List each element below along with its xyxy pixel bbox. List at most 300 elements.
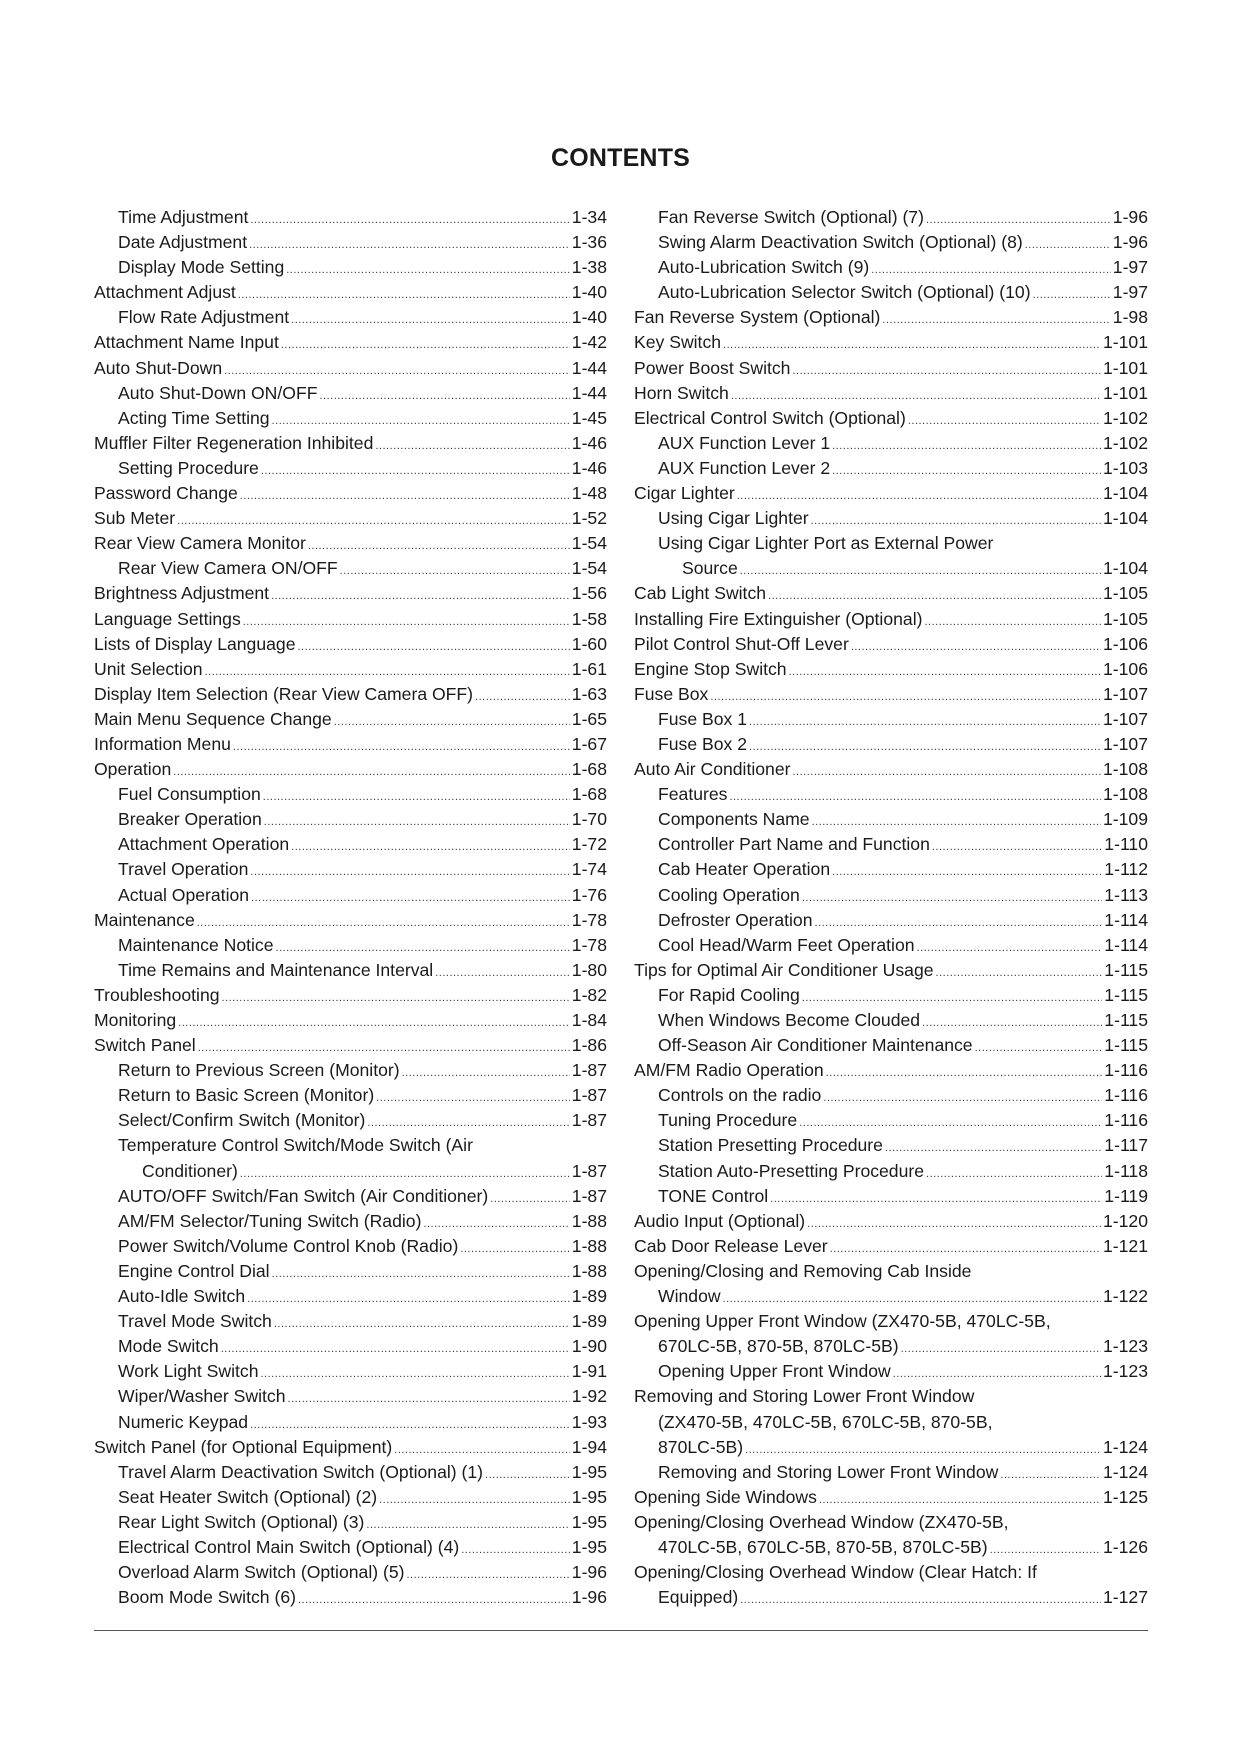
toc-entry[interactable] [94,1008,607,1033]
toc-entry-title: Power Boost Switch [634,357,791,378]
toc-entry[interactable] [634,1083,1148,1108]
toc-entry[interactable] [94,757,607,782]
toc-leader-dots [932,832,1102,857]
toc-entry-page: 1-76 [571,884,607,905]
toc-leader-dots [917,933,1103,958]
toc-entry-title: Opening Side Windows [634,1486,817,1507]
toc-leader-dots [830,1234,1101,1259]
toc-entry-page: 1-101 [1103,382,1148,403]
toc-entry[interactable] [94,908,607,933]
toc-leader-dots [224,356,570,381]
toc-entry-page: 1-103 [1103,457,1148,478]
toc-entry[interactable] [634,782,1148,807]
toc-entry-title: Rear View Camera ON/OFF [118,558,338,579]
toc-leader-dots [250,1410,570,1435]
toc-entry[interactable] [634,381,1148,406]
toc-entry[interactable] [634,883,1148,908]
toc-leader-dots [789,657,1101,682]
toc-entry-title: Boom Mode Switch (6) [118,1587,296,1608]
toc-entry[interactable] [634,1359,1148,1384]
toc-entry-title: Work Light Switch [118,1361,259,1382]
toc-entry-title: Fuel Consumption [118,784,261,805]
toc-leader-dots [723,1284,1101,1309]
toc-entry[interactable] [634,1585,1148,1610]
toc-entry[interactable] [94,230,607,255]
toc-entry-title: Conditioner) [142,1160,238,1181]
toc-entry-title: Overload Alarm Switch (Optional) (5) [118,1562,405,1583]
toc-leader-dots [832,456,1101,481]
toc-entry-title: Time Adjustment [118,207,249,227]
toc-entry[interactable] [634,1435,1148,1460]
toc-entry-title: Using Cigar Lighter Port as External Power [658,533,994,554]
toc-entry[interactable] [634,1008,1148,1033]
toc-entry-page: 1-102 [1103,432,1148,453]
toc-entry-page: 1-92 [571,1386,607,1407]
toc-entry-page: 1-87 [571,1085,607,1106]
toc-leader-dots [272,406,570,431]
toc-leader-dots [802,983,1102,1008]
toc-entry-page: 1-104 [1103,558,1148,579]
toc-entry[interactable] [634,1384,1148,1409]
toc-entry[interactable] [634,431,1148,456]
toc-leader-dots [975,1033,1103,1058]
toc-entry[interactable] [94,1334,607,1359]
toc-entry[interactable] [634,1510,1148,1535]
toc-entry-page: 1-116 [1104,1110,1148,1131]
toc-entry[interactable] [634,280,1148,305]
toc-leader-dots [815,908,1103,933]
toc-leader-dots [366,1510,569,1535]
toc-entry-title: Flow Rate Adjustment [118,307,290,328]
toc-entry-title: Source [682,558,738,579]
toc-leader-dots [871,255,1111,280]
toc-leader-dots [264,807,570,832]
toc-leader-dots [792,757,1101,782]
toc-leader-dots [233,732,570,757]
toc-entry-page: 1-115 [1104,1035,1148,1056]
toc-entry[interactable] [94,607,607,632]
toc-entry[interactable] [634,1058,1148,1083]
toc-entry-page: 1-45 [571,407,607,428]
toc-entry[interactable] [94,1058,607,1083]
toc-entry[interactable] [94,1033,607,1058]
toc-entry-page: 1-40 [571,282,607,303]
toc-entry-page: 1-68 [571,759,607,780]
toc-entry[interactable] [94,205,607,230]
toc-entry-page: 1-38 [571,257,607,278]
toc-entry[interactable] [94,1510,607,1535]
footer-rule [94,1630,1148,1631]
toc-entry-title: Sub Meter [94,508,176,529]
toc-entry-page: 1-114 [1104,934,1148,955]
toc-leader-dots [826,1058,1103,1083]
toc-entry[interactable] [634,1133,1148,1158]
toc-entry-title: Electrical Control Switch (Optional) [634,407,906,428]
toc-leader-dots [832,431,1101,456]
toc-entry-page: 1-124 [1103,1461,1148,1482]
toc-leader-dots [768,581,1101,606]
toc-entry-page: 1-44 [571,357,607,378]
toc-entry[interactable] [94,632,607,657]
toc-entry-page: 1-87 [571,1060,607,1081]
toc-leader-dots [490,1184,570,1209]
toc-entry-title: Maintenance [94,909,195,930]
toc-entry[interactable] [634,983,1148,1008]
toc-leader-dots [802,883,1102,908]
toc-leader-dots [936,958,1103,983]
toc-entry-page: 1-95 [571,1486,607,1507]
toc-entry[interactable] [634,832,1148,857]
toc-leader-dots [740,556,1101,581]
toc-entry-title: Wiper/Washer Switch [118,1386,286,1407]
toc-entry[interactable] [94,1108,607,1133]
toc-entry-page: 1-91 [571,1361,607,1382]
toc-entry-title: Components Name [658,809,810,830]
toc-entry[interactable] [634,406,1148,431]
toc-entry[interactable] [94,481,607,506]
toc-leader-dots [745,1435,1101,1460]
toc-entry-page: 1-89 [571,1311,607,1332]
toc-entry[interactable] [634,1460,1148,1485]
toc-entry[interactable] [94,431,607,456]
toc-entry-title: Fuse Box [634,683,709,704]
toc-leader-dots [924,607,1101,632]
toc-entry[interactable] [634,958,1148,983]
toc-entry[interactable] [94,456,607,481]
toc-entry[interactable] [634,1234,1148,1259]
toc-entry[interactable] [94,1585,607,1610]
toc-right-column [634,205,1148,1610]
toc-leader-dots [240,1159,570,1184]
toc-entry[interactable] [94,255,607,280]
toc-entry-page: 1-107 [1103,683,1148,704]
toc-entry-page: 1-112 [1104,859,1148,880]
toc-leader-dots [376,1083,570,1108]
toc-leader-dots [922,1008,1102,1033]
toc-entry-title: When Windows Become Clouded [658,1010,921,1030]
toc-leader-dots [485,1460,570,1485]
toc-leader-dots [205,657,570,682]
toc-entry-title: Language Settings [94,608,241,629]
toc-entry[interactable] [94,1485,607,1510]
toc-entry[interactable] [94,1259,607,1284]
toc-entry-title: Maintenance Notice [118,934,274,955]
toc-entry-title: Controller Part Name and Function [658,834,930,855]
toc-entry-title: Travel Alarm Deactivation Switch (Optional) (1) [118,1461,484,1482]
toc-entry-title: Display Mode Setting [118,257,285,278]
toc-entry-title: Cigar Lighter [634,483,735,504]
toc-leader-dots [832,857,1102,882]
toc-entry[interactable] [634,682,1148,707]
toc-entry-title: AUX Function Lever 1 [658,432,831,453]
toc-entry-page: 1-106 [1103,658,1148,679]
toc-leader-dots [272,1259,570,1284]
toc-entry[interactable] [634,757,1148,782]
toc-entry-title: Seat Heater Switch (Optional) (2) [118,1486,378,1507]
toc-entry-title: Cab Light Switch [634,583,767,604]
toc-leader-dots [291,305,570,330]
toc-entry[interactable] [94,807,607,832]
toc-entry-title: Troubleshooting [94,984,220,1005]
toc-leader-dots [198,1033,570,1058]
toc-leader-dots [274,1309,570,1334]
toc-entry[interactable] [634,481,1148,506]
toc-entry-title: Fan Reverse System (Optional) [634,307,881,328]
toc-entry-page: 1-96 [571,1562,607,1583]
toc-leader-dots [250,205,569,230]
toc-entry-page: 1-80 [571,959,607,980]
toc-entry[interactable] [94,330,607,355]
toc-entry-title: Cooling Operation [658,884,800,905]
toc-entry[interactable] [94,983,607,1008]
toc-entry[interactable] [94,682,607,707]
toc-entry[interactable] [634,807,1148,832]
toc-entry[interactable] [94,657,607,682]
toc-entry-page: 1-123 [1103,1361,1148,1382]
toc-leader-dots [731,381,1101,406]
toc-entry[interactable] [94,707,607,732]
toc-entry-page: 1-127 [1103,1587,1148,1608]
toc-entry[interactable] [634,1033,1148,1058]
toc-leader-dots [197,908,570,933]
toc-entry[interactable] [94,1209,607,1234]
toc-entry[interactable] [94,883,607,908]
toc-leader-dots [260,1359,569,1384]
toc-entry-title: Tuning Procedure [658,1110,798,1131]
toc-leader-dots [460,1234,569,1259]
toc-entry-title: Pilot Control Shut-Off Lever [634,633,849,654]
toc-entry[interactable] [94,782,607,807]
toc-entry[interactable] [634,607,1148,632]
toc-entry[interactable] [634,1485,1148,1510]
toc-entry[interactable] [634,230,1148,255]
toc-entry-title: For Rapid Cooling [658,984,800,1005]
toc-entry[interactable] [634,933,1148,958]
toc-entry-page: 1-67 [571,733,607,754]
toc-entry[interactable] [94,1083,607,1108]
toc-entry-title: Features [658,784,728,805]
toc-entry-title: 470LC-5B, 670LC-5B, 870-5B, 870LC-5B) [658,1536,988,1557]
toc-entry[interactable] [94,1159,607,1184]
toc-entry[interactable] [634,1410,1148,1435]
toc-entry[interactable] [634,356,1148,381]
toc-entry-title: Swing Alarm Deactivation Switch (Optional) (8) [658,232,1023,253]
toc-entry[interactable] [94,280,607,305]
toc-entry[interactable] [94,506,607,531]
toc-entry[interactable] [634,1284,1148,1309]
toc-entry-title: AUTO/OFF Switch/Fan Switch (Air Conditioner) [118,1185,489,1206]
toc-entry[interactable] [94,1359,607,1384]
toc-entry[interactable] [94,1460,607,1485]
toc-entry-page: 1-119 [1104,1185,1148,1206]
toc-entry-title: Horn Switch [634,382,729,403]
toc-entry[interactable] [94,305,607,330]
toc-entry[interactable] [634,581,1148,606]
toc-entry[interactable] [94,556,607,581]
toc-leader-dots [375,431,569,456]
toc-entry[interactable] [94,732,607,757]
toc-entry-page: 1-54 [571,533,607,554]
toc-entry-page: 1-88 [571,1260,607,1281]
toc-entry-page: 1-65 [571,708,607,729]
toc-leader-dots [1000,1460,1101,1485]
toc-entry-title: Auto-Lubrication Selector Switch (Optional) (10) [658,282,1031,303]
toc-entry-page: 1-96 [571,1587,607,1608]
toc-leader-dots [729,782,1101,807]
toc-entry[interactable] [94,356,607,381]
toc-entry[interactable] [94,1410,607,1435]
toc-entry-page: 1-58 [571,608,607,629]
toc-entry[interactable] [634,506,1148,531]
toc-entry[interactable] [634,1259,1148,1284]
toc-entry[interactable] [634,1209,1148,1234]
toc-leader-dots [250,857,569,882]
toc-entry[interactable] [94,406,607,431]
toc-entry[interactable] [94,933,607,958]
toc-entry-page: 1-87 [571,1110,607,1131]
toc-leader-dots [276,933,570,958]
toc-leader-dots [812,807,1101,832]
toc-entry[interactable] [94,958,607,983]
toc-entry[interactable] [634,1108,1148,1133]
toc-entry[interactable] [94,1133,607,1158]
toc-entry-title: AUX Function Lever 2 [658,457,831,478]
toc-entry-title: Display Item Selection (Rear View Camera OFF) [94,683,474,704]
toc-entry[interactable] [94,1535,607,1560]
toc-entry-page: 1-123 [1103,1336,1148,1357]
toc-entry[interactable] [634,255,1148,280]
toc-entry-title: Removing and Storing Lower Front Window [634,1386,975,1407]
toc-leader-dots [749,732,1101,757]
toc-entry-page: 1-114 [1104,909,1148,930]
toc-leader-dots [222,983,570,1008]
toc-leader-dots [901,1334,1101,1359]
toc-entry[interactable] [634,456,1148,481]
toc-entry-title: Installing Fire Extinguisher (Optional) [634,608,923,629]
toc-leader-dots [406,1560,569,1585]
toc-entry-title: Muffler Filter Regeneration Inhibited [94,432,374,453]
toc-entry[interactable] [634,857,1148,882]
toc-entry-page: 1-125 [1103,1486,1148,1507]
toc-entry-title: Station Auto-Presetting Procedure [658,1160,925,1181]
toc-entry-title: Fuse Box 1 [658,708,747,729]
toc-entry[interactable] [634,632,1148,657]
toc-entry[interactable] [94,1309,607,1334]
toc-entry-title: Electrical Control Main Switch (Optional) (4) [118,1536,460,1557]
toc-leader-dots [1033,280,1111,305]
toc-entry-page: 1-104 [1103,483,1148,504]
toc-leader-dots [799,1108,1102,1133]
page-title: CONTENTS [550,144,691,172]
toc-entry[interactable] [94,1284,607,1309]
toc-leader-dots [221,1334,570,1359]
toc-entry-title: Lists of Display Language [94,633,296,654]
toc-entry-title: Fuse Box 2 [658,733,747,754]
toc-entry-page: 1-68 [571,784,607,805]
toc-entry[interactable] [94,1384,607,1409]
toc-entry-page: 1-34 [571,207,607,227]
toc-entry-title: TONE Control [658,1185,769,1206]
toc-entry-page: 1-78 [571,934,607,955]
toc-entry[interactable] [94,1234,607,1259]
toc-entry-page: 1-122 [1103,1286,1148,1307]
toc-entry-page: 1-96 [1112,207,1148,227]
toc-entry[interactable] [94,381,607,406]
toc-leader-dots [435,958,570,983]
toc-entry[interactable] [634,657,1148,682]
toc-entry[interactable] [634,732,1148,757]
toc-entry-title: Attachment Name Input [94,332,279,353]
toc-leader-dots [926,1159,1102,1184]
toc-entry[interactable] [634,908,1148,933]
toc-entry-page: 1-118 [1104,1160,1148,1181]
toc-entry-page: 1-101 [1103,332,1148,353]
toc-entry[interactable] [94,531,607,556]
toc-entry-title: Attachment Operation [118,834,290,855]
toc-leader-dots [402,1058,570,1083]
toc-entry[interactable] [634,707,1148,732]
toc-entry[interactable] [634,330,1148,355]
toc-leader-dots [882,305,1110,330]
toc-entry[interactable] [94,857,607,882]
toc-leader-dots [243,607,570,632]
toc-entry-page: 1-102 [1103,407,1148,428]
toc-leader-dots [423,1209,569,1234]
toc-entry-title: Cab Heater Operation [658,859,831,880]
toc-entry-page: 1-107 [1103,708,1148,729]
toc-entry[interactable] [634,531,1148,556]
toc-entry-title: Travel Mode Switch [118,1311,272,1332]
toc-entry-page: 1-94 [571,1436,607,1457]
toc-entry[interactable] [634,1535,1148,1560]
toc-entry-page: 1-82 [571,984,607,1005]
toc-leader-dots [811,506,1101,531]
toc-entry[interactable] [94,1184,607,1209]
toc-entry-title: Information Menu [94,733,231,754]
toc-entry-title: Equipped) [658,1587,739,1608]
toc-leader-dots [819,1485,1101,1510]
toc-entry-title: Password Change [94,483,238,504]
toc-entry-page: 1-101 [1103,357,1148,378]
toc-entry-title: Attachment Adjust [94,282,236,303]
toc-entry-title: Unit Selection [94,658,203,679]
toc-entry[interactable] [94,832,607,857]
toc-entry[interactable] [634,305,1148,330]
toc-entry[interactable] [634,1159,1148,1184]
toc-leader-dots [770,1184,1102,1209]
toc-entry-page: 1-88 [571,1210,607,1231]
toc-entry-title: Monitoring [94,1010,177,1030]
toc-entry-title: 670LC-5B, 870-5B, 870LC-5B) [658,1336,899,1357]
toc-entry-title: Brightness Adjustment [94,583,270,604]
toc-entry[interactable] [634,1334,1148,1359]
toc-entry-page: 1-115 [1104,984,1148,1005]
toc-entry[interactable] [94,1435,607,1460]
toc-entry-page: 1-54 [571,558,607,579]
toc-entry[interactable] [94,1560,607,1585]
toc-entry[interactable] [634,556,1148,581]
toc-entry[interactable] [634,1309,1148,1334]
toc-entry-title: Return to Previous Screen (Monitor) [118,1060,400,1081]
toc-entry[interactable] [634,1184,1148,1209]
toc-entry[interactable] [94,581,607,606]
toc-entry[interactable] [634,205,1148,230]
toc-entry-page: 1-115 [1104,959,1148,980]
toc-entry-title: AM/FM Radio Operation [634,1060,824,1081]
toc-entry[interactable] [634,1560,1148,1585]
toc-entry-title: Controls on the radio [658,1085,822,1106]
toc-entry-title: Cool Head/Warm Feet Operation [658,934,915,955]
